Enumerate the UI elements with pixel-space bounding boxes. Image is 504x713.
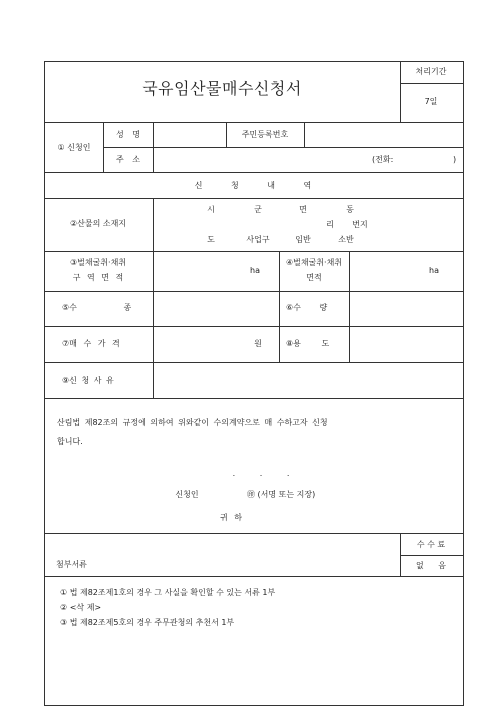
address-label: 주 소 <box>116 155 140 164</box>
applicant-label: ① 신청인 <box>57 143 91 152</box>
phone-suffix: ) <box>453 155 457 164</box>
species-field[interactable] <box>154 292 278 325</box>
quantity-label: ⑥수 량 <box>286 303 328 312</box>
rule <box>279 251 280 362</box>
location-ri: 리 <box>326 220 334 229</box>
location-soban: 소반 <box>338 235 354 244</box>
address-field[interactable] <box>154 148 369 171</box>
cutting-zone-area-label-2: 구 역 면 적 <box>72 273 124 282</box>
cutting-area-unit: ha <box>429 266 439 275</box>
location-dong: 동 <box>346 205 354 214</box>
processing-period-value: 7일 <box>424 97 438 106</box>
resident-id-field[interactable] <box>305 123 462 146</box>
rule <box>44 172 463 173</box>
fee-label: 수 수 료 <box>416 540 446 549</box>
attachment-item: ① 법 제82조제1호의 경우 그 사실을 확인할 수 있는 서류 1부 <box>60 588 276 597</box>
rule <box>44 198 463 199</box>
addressee: 귀 하 <box>220 513 242 522</box>
attachment-item: ② <삭 제> <box>60 603 102 612</box>
rule <box>103 122 104 172</box>
location-beonji: 번지 <box>352 220 368 229</box>
rule <box>226 122 227 147</box>
species-label: ⑤수 종 <box>62 303 132 312</box>
rule <box>400 555 463 556</box>
statement-line-1: 산림법 제82조의 규정에 의하여 위와같이 수의계약으로 매 수하고자 신청 <box>57 418 328 427</box>
reason-field[interactable] <box>154 363 462 397</box>
rule <box>400 83 463 84</box>
processing-period-label: 처리기간 <box>415 67 447 76</box>
name-label: 성 명 <box>116 130 140 139</box>
price-label: ⑦매 수 가 격 <box>62 339 120 348</box>
name-field[interactable] <box>154 123 225 146</box>
attachment-item: ③ 법 제82조제5호의 경우 주무관청의 추천서 1부 <box>60 618 235 627</box>
use-label: ⑧용 도 <box>286 339 330 348</box>
location-gun: 군 <box>254 205 262 214</box>
fee-value: 없 음 <box>416 561 446 570</box>
signer-label: 신청인 <box>175 490 199 499</box>
form-title: 국유임산물매수신청서 <box>142 79 302 98</box>
attachments-label: 첨부서류 <box>56 560 87 569</box>
statement-line-2: 합니다. <box>57 437 83 446</box>
location-myeon: 면 <box>299 205 307 214</box>
phone-prefix: (전화: <box>372 155 394 164</box>
cutting-zone-area-label: ③벌채굴취·채취 <box>69 258 127 267</box>
rule <box>44 576 463 577</box>
cutting-area-field[interactable] <box>350 252 462 290</box>
location-si: 시 <box>207 205 215 214</box>
resident-id-label: 주민등록번호 <box>241 130 289 139</box>
details-header: 신 청 내 역 <box>194 181 312 190</box>
quantity-field[interactable] <box>350 292 462 325</box>
cutting-area-label-2: 면적 <box>306 273 322 282</box>
seal-note: ㊞ (서명 또는 지장) <box>247 490 316 499</box>
rule <box>400 61 401 122</box>
cutting-zone-area-unit: ha <box>250 266 260 275</box>
rule <box>44 398 463 399</box>
cutting-area-label: ④벌채굴취·채취 <box>285 258 343 267</box>
reason-label: ⑨신 청 사 유 <box>62 376 114 385</box>
location-label: ②산물의 소재지 <box>69 219 127 228</box>
location-imban: 임반 <box>295 235 311 244</box>
location-do: 도 <box>207 235 215 244</box>
rule <box>400 533 401 576</box>
price-unit: 원 <box>254 339 262 348</box>
location-saeopgu: 사업구 <box>246 235 270 244</box>
date-dots: . . . <box>232 469 290 478</box>
use-field[interactable] <box>350 327 462 361</box>
